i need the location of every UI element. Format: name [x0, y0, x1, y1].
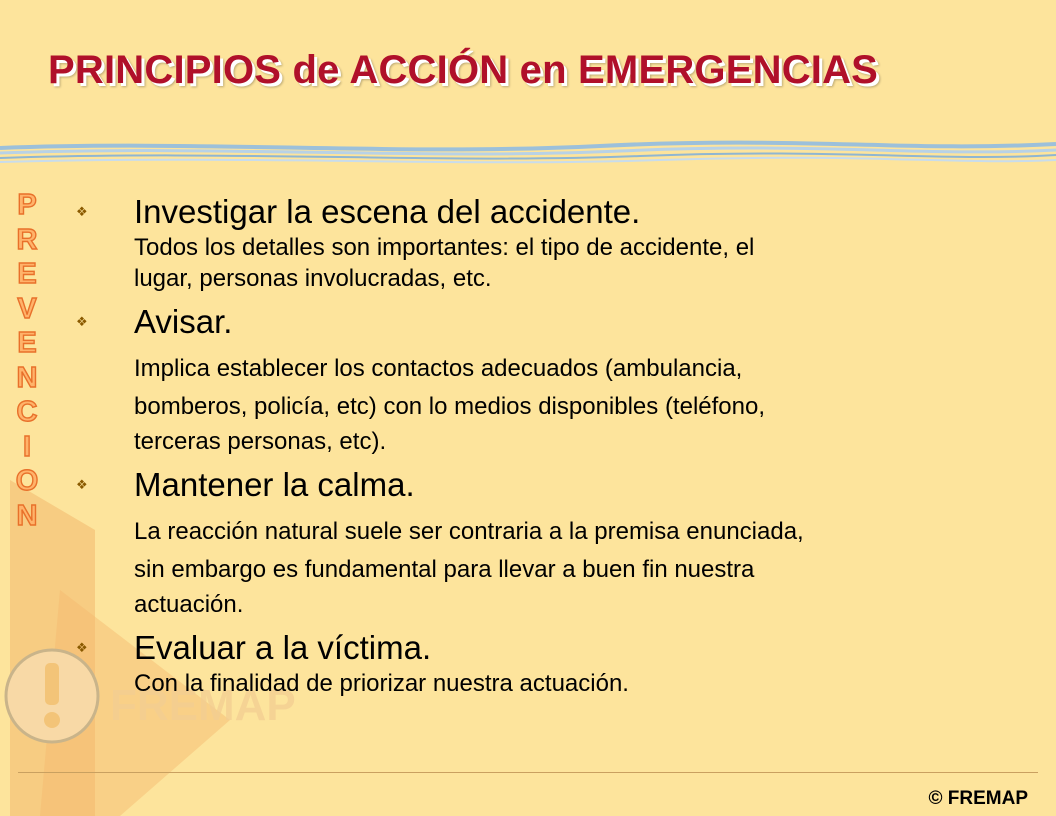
- side-letter: O: [15, 465, 39, 497]
- bullet-text-line: terceras personas, etc).: [134, 428, 387, 455]
- bullet-item-mantener: [76, 465, 1036, 620]
- bullet-list: [76, 192, 1036, 699]
- bullet-text-line: La reacción natural suele ser contraria a la premisa enunciada,: [134, 518, 804, 545]
- side-letter: V: [17, 292, 37, 325]
- bullet-text-line: lugar, personas involucradas, etc.: [134, 265, 492, 292]
- wave-divider: [0, 138, 1056, 168]
- footer-divider: [18, 772, 1038, 773]
- bullet-item-avisar: [76, 302, 1036, 457]
- diamond-bullet-icon: ❖: [76, 477, 88, 492]
- bullet-heading: Avisar.: [134, 303, 233, 340]
- bullet-text-line: actuación.: [134, 591, 244, 618]
- bullet-heading: Investigar la escena del accidente.: [134, 193, 641, 230]
- bullet-text-line: sin embargo es fundamental para llevar a buen fin nuestra: [134, 556, 755, 583]
- watermark-text: FREMAP: [110, 681, 296, 730]
- diamond-bullet-icon: ❖: [76, 314, 88, 329]
- side-letter: E: [17, 258, 37, 290]
- diamond-bullet-icon: ❖: [76, 640, 88, 655]
- side-letter: I: [22, 430, 32, 463]
- copyright-text: © FREMAP: [928, 788, 1028, 809]
- side-letter: R: [16, 223, 38, 256]
- side-letter: N: [16, 499, 38, 532]
- bullet-text-line: Con la finalidad de priorizar nuestra actuación.: [134, 670, 629, 697]
- diamond-bullet-icon: ❖: [76, 204, 88, 219]
- bullet-text-line: bomberos, policía, etc) con lo medios disponibles (teléfono,: [134, 393, 766, 420]
- slide-title: PRINCIPIOS de ACCIÓN en EMERGENCIAS: [48, 48, 879, 92]
- vertical-word-prevencion: [8, 188, 46, 533]
- side-letter: E: [17, 327, 37, 359]
- side-letter: N: [16, 361, 38, 394]
- bullet-item-evaluar: [76, 628, 1036, 699]
- bullet-item-investigar: [76, 192, 1036, 294]
- bullet-text-line: Todos los detalles son importantes: el tipo de accidente, el: [134, 234, 755, 261]
- bullet-heading: Evaluar a la víctima.: [134, 629, 432, 666]
- side-letter: C: [16, 396, 38, 428]
- bullet-text-line: Implica establecer los contactos adecuados (ambulancia,: [134, 355, 743, 382]
- side-letter: P: [17, 189, 37, 221]
- bullet-heading: Mantener la calma.: [134, 466, 415, 503]
